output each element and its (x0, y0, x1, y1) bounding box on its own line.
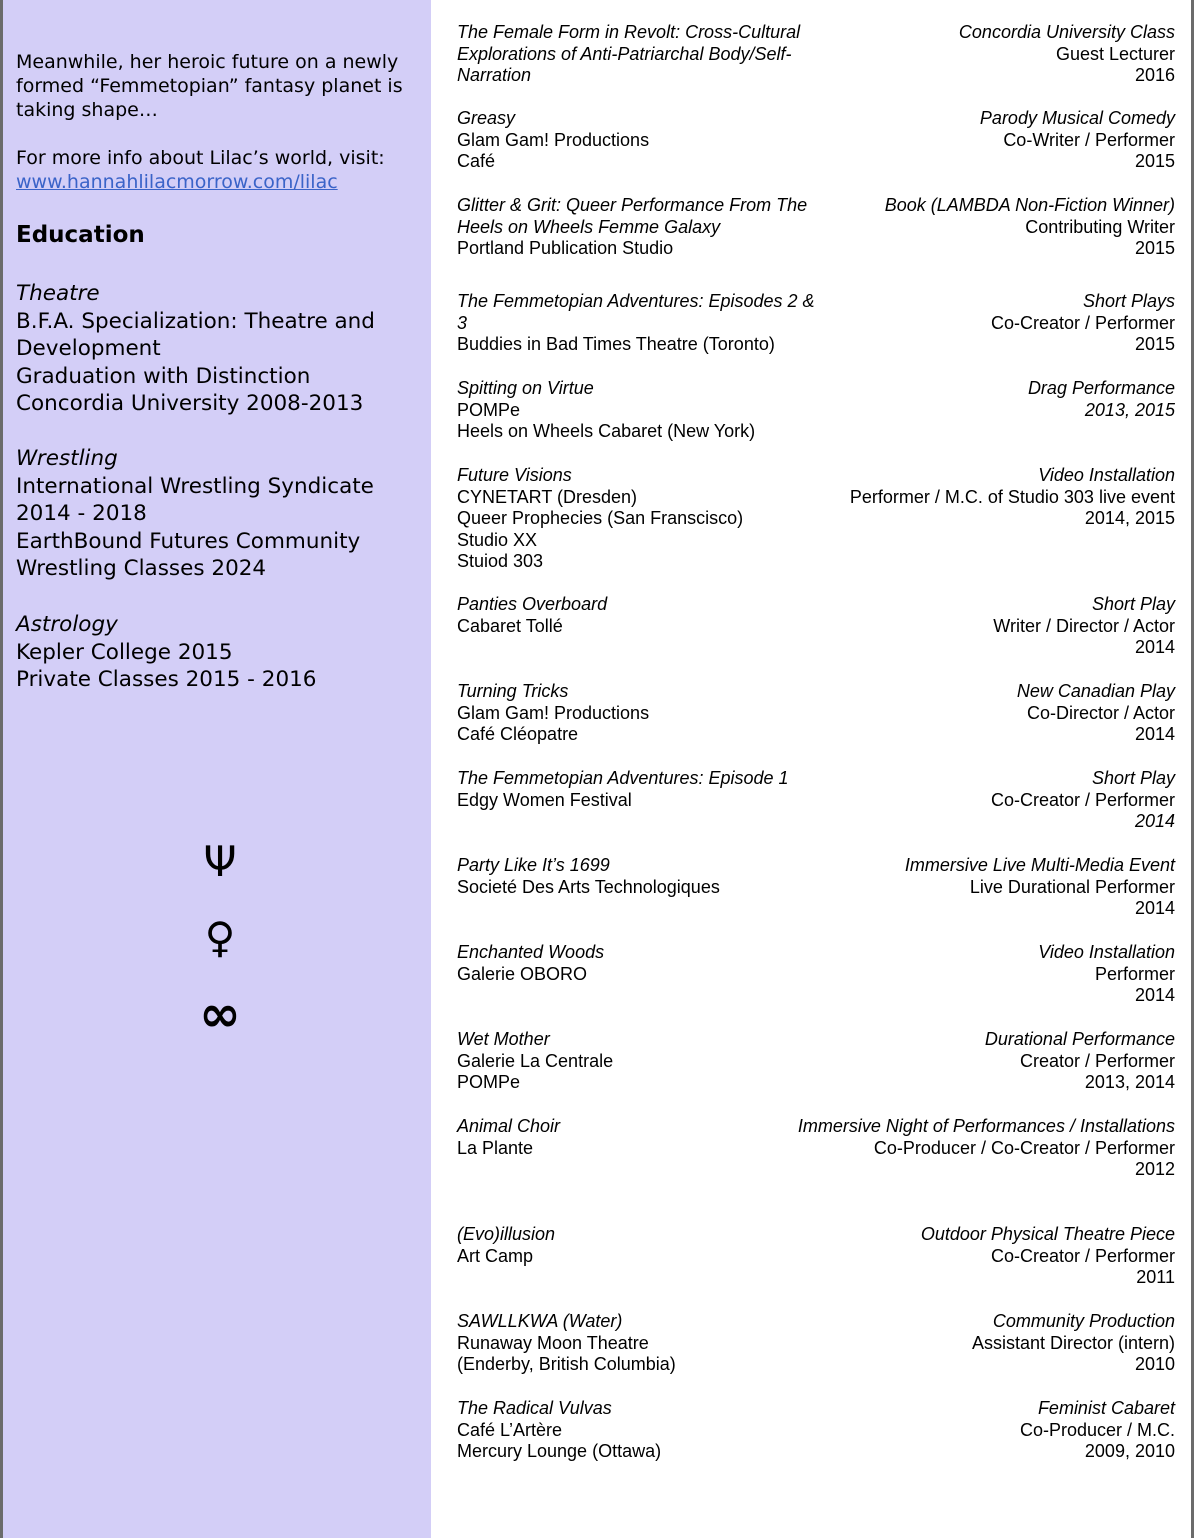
entry-year: 2014, 2015 (1084, 508, 1175, 529)
entry-meta (775, 855, 1175, 920)
entry-meta (775, 1029, 1175, 1094)
entry-role: Creator / Performer (1019, 1050, 1175, 1071)
entry-details (457, 768, 827, 811)
entry-role: Co-Writer / Performer (1003, 129, 1175, 150)
entry-role: Co-Producer / Co-Creator / Performer (873, 1137, 1175, 1158)
entry-type: Short Plays (1082, 291, 1175, 311)
education-category-wrestling: Wrestling (16, 446, 118, 471)
entry-meta (775, 768, 1175, 833)
entry-venue: Heels on Wheels Cabaret (New York) (457, 421, 756, 442)
entry-title: (Evo)illusion (457, 1224, 556, 1244)
entry-year: 2014 (1134, 724, 1175, 745)
entry-venue: Portland Publication Studio (457, 238, 674, 259)
education-heading: Education (16, 222, 145, 248)
entry-venue: POMPe (457, 1072, 521, 1093)
entry-venue: Edgy Women Festival (457, 789, 632, 810)
infinity-icon: ∞ (199, 985, 241, 1043)
intro-text: Meanwhile, her heroic future on a newly formed “Femmetopian” fantasy planet is taking shape… (16, 51, 403, 121)
entry-title: Spitting on Virtue (457, 378, 594, 398)
entry-venue: Glam Gam! Productions (457, 129, 650, 150)
entry-details (457, 1116, 827, 1159)
entry-title: The Female Form in Revolt: Cross-Cultural Explorations of Anti-Patriarchal Body/Self-Narration (457, 22, 801, 86)
education-line: Graduation with Distinction (16, 363, 311, 389)
entry-venue: Mercury Lounge (Ottawa) (457, 1441, 662, 1462)
entry-details (457, 22, 827, 87)
entry-type: Concordia University Class (958, 22, 1175, 42)
entry-type: Immersive Night of Performances / Installations (797, 1116, 1175, 1136)
entry-details (457, 291, 827, 356)
entry-details (457, 1029, 827, 1094)
education-category-astrology: Astrology (16, 612, 118, 637)
education-line: Private Classes 2015 - 2016 (16, 667, 317, 692)
entry-title: Turning Tricks (457, 681, 569, 701)
education-astrology (16, 611, 416, 694)
entry-details (457, 195, 827, 260)
entry-role: Co-Creator / Performer (990, 1245, 1175, 1266)
entry-year: 2015 (1134, 238, 1175, 259)
entry-details (457, 465, 827, 573)
entry-venue: Glam Gam! Productions (457, 702, 650, 723)
education-line: Concordia University 2008-2013 (16, 391, 364, 416)
entry-year: 2013, 2014 (1084, 1072, 1175, 1093)
entry-year: 2010 (1134, 1354, 1175, 1375)
entry-role: Co-Creator / Performer (990, 789, 1175, 810)
entry-meta (775, 942, 1175, 1007)
entry-type: Video Installation (1038, 942, 1175, 962)
entry-type: Video Installation (1038, 465, 1175, 485)
entry-title: The Femmetopian Adventures: Episode 1 (457, 768, 789, 788)
entry-role: Guest Lecturer (1055, 43, 1175, 64)
entry-venue: Societé Des Arts Technologiques (457, 876, 720, 897)
entry-meta (775, 1398, 1175, 1463)
entry-venue: Galerie OBORO (457, 963, 588, 984)
entry-meta (775, 108, 1175, 173)
entry-year: 2014 (1134, 985, 1175, 1006)
entry-venue: Queer Prophecies (San Franscisco) (457, 508, 744, 529)
entry-venue: Cabaret Tollé (457, 615, 563, 636)
entry-year: 2015 (1134, 334, 1175, 355)
entry-meta (775, 465, 1175, 530)
entry-title: Enchanted Woods (457, 942, 605, 962)
entry-meta (775, 1224, 1175, 1289)
entry-details (457, 594, 827, 637)
entry-venue: Galerie La Centrale (457, 1050, 614, 1071)
entry-year: 2011 (1136, 1267, 1175, 1288)
website-link[interactable]: www.hannahlilacmorrow.com/lilac (16, 171, 338, 193)
entry-role: Performer (1094, 963, 1175, 984)
entry-venue: Runaway Moon Theatre (457, 1332, 649, 1353)
education-line: EarthBound Futures Community Wrestling Classes 2024 (16, 528, 361, 581)
entry-year: 2014 (1134, 898, 1175, 919)
entry-type: Parody Musical Comedy (979, 108, 1175, 128)
entry-venue: Stuiod 303 (457, 551, 544, 572)
entry-venue: POMPe (457, 399, 521, 420)
entry-role: Assistant Director (intern) (971, 1332, 1175, 1353)
entry-type: New Canadian Play (1016, 681, 1175, 701)
education-line: Kepler College 2015 (16, 639, 233, 665)
entry-meta (775, 291, 1175, 356)
entry-venue: Buddies in Bad Times Theatre (Toronto) (457, 334, 775, 355)
entry-venue: La Plante (457, 1137, 534, 1158)
entry-details (457, 108, 827, 173)
entry-title: The Femmetopian Adventures: Episodes 2 & 3 (457, 291, 815, 333)
education-theatre (16, 280, 416, 418)
education-line: International Wrestling Syndicate 2014 - 2018 (16, 473, 374, 526)
entry-venue: Art Camp (457, 1245, 534, 1266)
entry-venue: CYNETART (Dresden) (457, 486, 638, 507)
entry-type: Short Play (1091, 594, 1175, 614)
entry-role: Co-Director / Actor (1026, 702, 1175, 723)
entry-title: The Radical Vulvas (457, 1398, 612, 1418)
entry-details (457, 855, 827, 898)
entry-role: Contributing Writer (1025, 216, 1175, 237)
astrological-glyphs (190, 824, 250, 1052)
entry-type: Outdoor Physical Theatre Piece (920, 1224, 1175, 1244)
entry-title: Animal Choir (457, 1116, 561, 1136)
entry-details (457, 681, 827, 746)
entry-venue: Café (457, 151, 496, 172)
entry-venue: Café L’Artère (457, 1419, 563, 1440)
education-wrestling (16, 445, 416, 583)
entry-year: 2014 (1134, 637, 1175, 658)
entry-title: Party Like It’s 1699 (457, 855, 610, 875)
info-paragraph (16, 146, 416, 194)
entry-meta (775, 22, 1175, 87)
entry-role: Writer / Director / Actor (993, 615, 1175, 636)
entry-meta (775, 1311, 1175, 1376)
entry-meta (775, 1116, 1175, 1181)
entry-venue: Café Cléopatre (457, 724, 579, 745)
entry-type: Feminist Cabaret (1037, 1398, 1175, 1418)
entry-meta (775, 195, 1175, 260)
entry-type: Durational Performance (984, 1029, 1175, 1049)
entry-role: Co-Producer / M.C. (1019, 1419, 1175, 1440)
entry-details (457, 1398, 827, 1463)
entry-venue: (Enderby, British Columbia) (457, 1354, 676, 1375)
education-line: B.F.A. Specialization: Theatre and Development (16, 308, 375, 361)
entry-year: 2012 (1134, 1159, 1175, 1180)
entry-year: 2014 (1134, 811, 1175, 832)
entry-type: Short Play (1091, 768, 1175, 788)
entry-type: Book (LAMBDA Non-Fiction Winner) (884, 195, 1175, 215)
entry-meta (775, 378, 1175, 421)
education-category-theatre: Theatre (16, 281, 100, 306)
entry-year: 2016 (1134, 65, 1175, 86)
entry-role: Co-Creator / Performer (990, 312, 1175, 333)
entry-title: Wet Mother (457, 1029, 550, 1049)
entry-year: 2009, 2010 (1084, 1441, 1175, 1462)
entry-year: 2013, 2015 (1084, 399, 1175, 420)
neptune-icon: Ψ (203, 837, 237, 886)
entry-year: 2015 (1134, 151, 1175, 172)
entry-title: Panties Overboard (457, 594, 608, 614)
entry-details (457, 378, 827, 443)
entry-type: Community Production (992, 1311, 1175, 1331)
info-text: For more info about Lilac’s world, visit: (16, 147, 385, 169)
venus-icon: ♀ (204, 913, 236, 962)
entry-type: Drag Performance (1027, 378, 1175, 398)
entry-meta (775, 594, 1175, 659)
entry-meta (775, 681, 1175, 746)
sidebar (3, 0, 431, 1538)
entry-title: SAWLLKWA (Water) (457, 1311, 623, 1331)
entry-role: Performer / M.C. of Studio 303 live event (849, 486, 1175, 507)
experience-list (431, 0, 1191, 1538)
entry-details (457, 1311, 827, 1376)
entry-details (457, 942, 827, 985)
entry-type: Immersive Live Multi-Media Event (904, 855, 1175, 875)
entry-title: Glitter & Grit: Queer Performance From The Heels on Wheels Femme Galaxy (457, 195, 808, 237)
entry-role: Live Durational Performer (969, 876, 1175, 897)
entry-title: Future Visions (457, 465, 572, 485)
entry-venue: Studio XX (457, 529, 538, 550)
entry-title: Greasy (457, 108, 516, 128)
entry-details (457, 1224, 827, 1267)
